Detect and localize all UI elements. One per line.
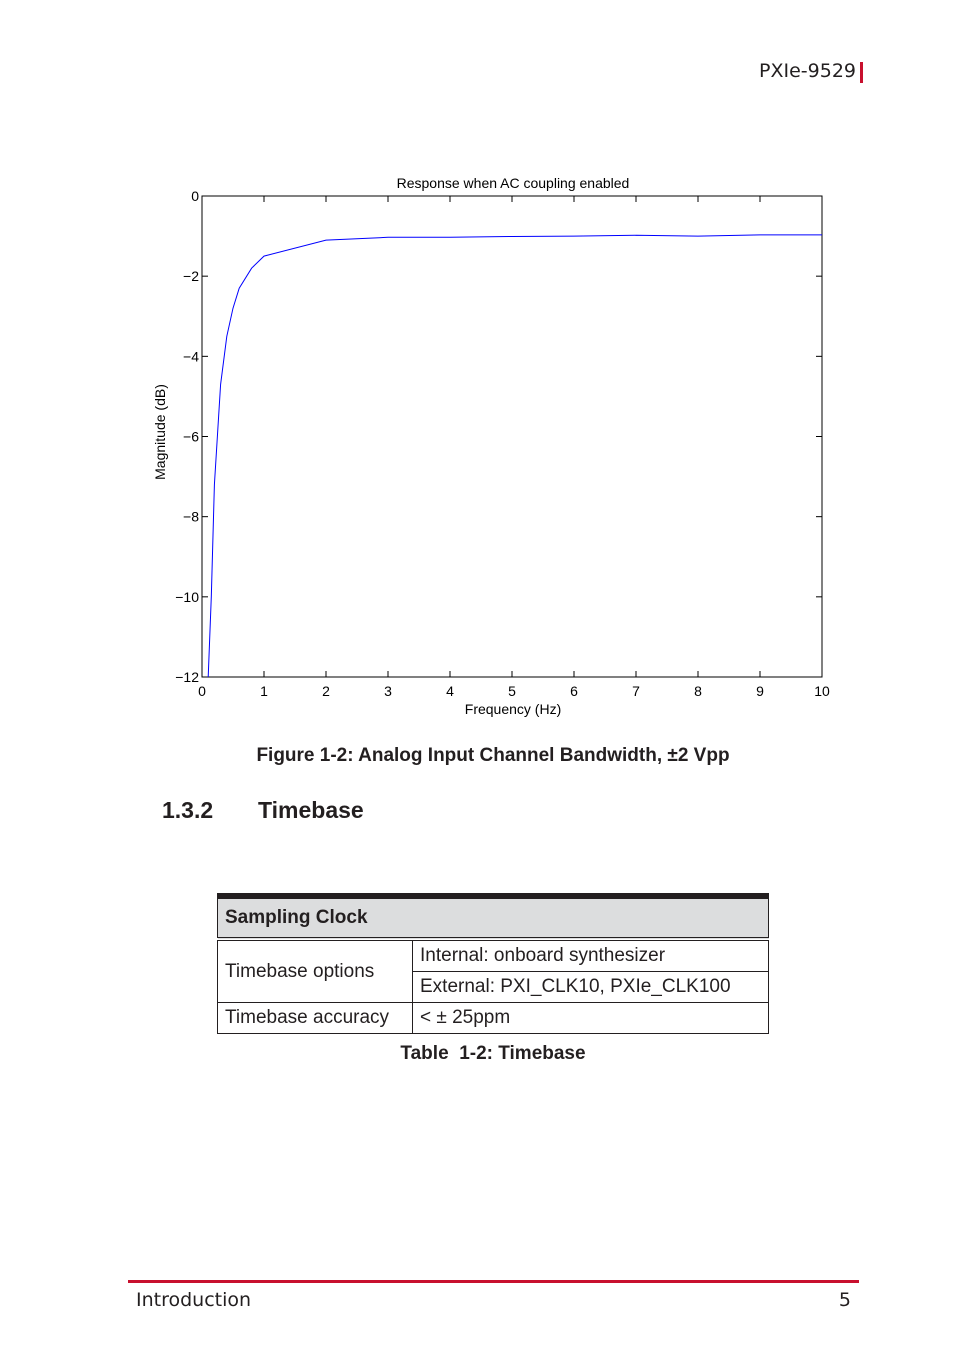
chart-title: Response when AC coupling enabled (396, 175, 630, 191)
y-tick-label: −6 (183, 428, 199, 445)
y-tick-label: −10 (175, 588, 199, 605)
row-label-timebase-options: Timebase options (218, 939, 413, 1003)
y-axis-label: Magnitude (dB) (152, 384, 168, 480)
x-tick-label: 6 (570, 683, 578, 699)
y-tick-label: −4 (183, 348, 199, 365)
y-tick-label: −12 (175, 669, 199, 685)
section-number: 1.3.2 (162, 797, 214, 823)
y-tick-label: −2 (183, 268, 199, 285)
footer-section-name: Introduction (136, 1289, 252, 1311)
figure-caption: Figure 1-2: Analog Input Channel Bandwidth, ±2 Vpp (256, 745, 730, 766)
section-heading (162, 797, 364, 824)
row-value-external: External: PXI_CLK10, PXIe_CLK100 (413, 972, 769, 1003)
footer-rule (128, 1280, 859, 1283)
table-caption: Table 1-2: Timebase (400, 1043, 586, 1064)
plot-area-frame (202, 196, 822, 677)
x-tick-label: 3 (384, 683, 392, 699)
row-value-internal: Internal: onboard synthesizer (413, 939, 769, 972)
table-header-cell: Sampling Clock (218, 896, 769, 939)
running-header-title: PXIe-9529 (759, 60, 856, 82)
y-tick-label: −8 (183, 508, 199, 525)
section-title: Timebase (258, 797, 364, 823)
page-number: 5 (838, 1289, 851, 1311)
row-value-accuracy: < ± 25ppm (413, 1003, 769, 1034)
x-tick-label: 8 (694, 683, 702, 699)
timebase-table (217, 893, 769, 1034)
x-tick-label: 2 (322, 683, 330, 699)
x-tick-label: 1 (260, 683, 268, 699)
x-axis-label: Frequency (Hz) (464, 701, 562, 717)
table-row (218, 1003, 769, 1034)
x-tick-label: 7 (632, 683, 640, 699)
y-tick-label: 0 (191, 188, 199, 204)
x-tick-label: 9 (756, 683, 764, 699)
series-line (208, 235, 822, 677)
row-label-timebase-accuracy: Timebase accuracy (218, 1003, 413, 1034)
x-tick-label: 10 (814, 683, 830, 699)
x-tick-label: 5 (508, 683, 516, 699)
x-tick-label: 0 (198, 683, 206, 699)
table-row (218, 939, 769, 972)
x-tick-label: 4 (446, 683, 454, 699)
